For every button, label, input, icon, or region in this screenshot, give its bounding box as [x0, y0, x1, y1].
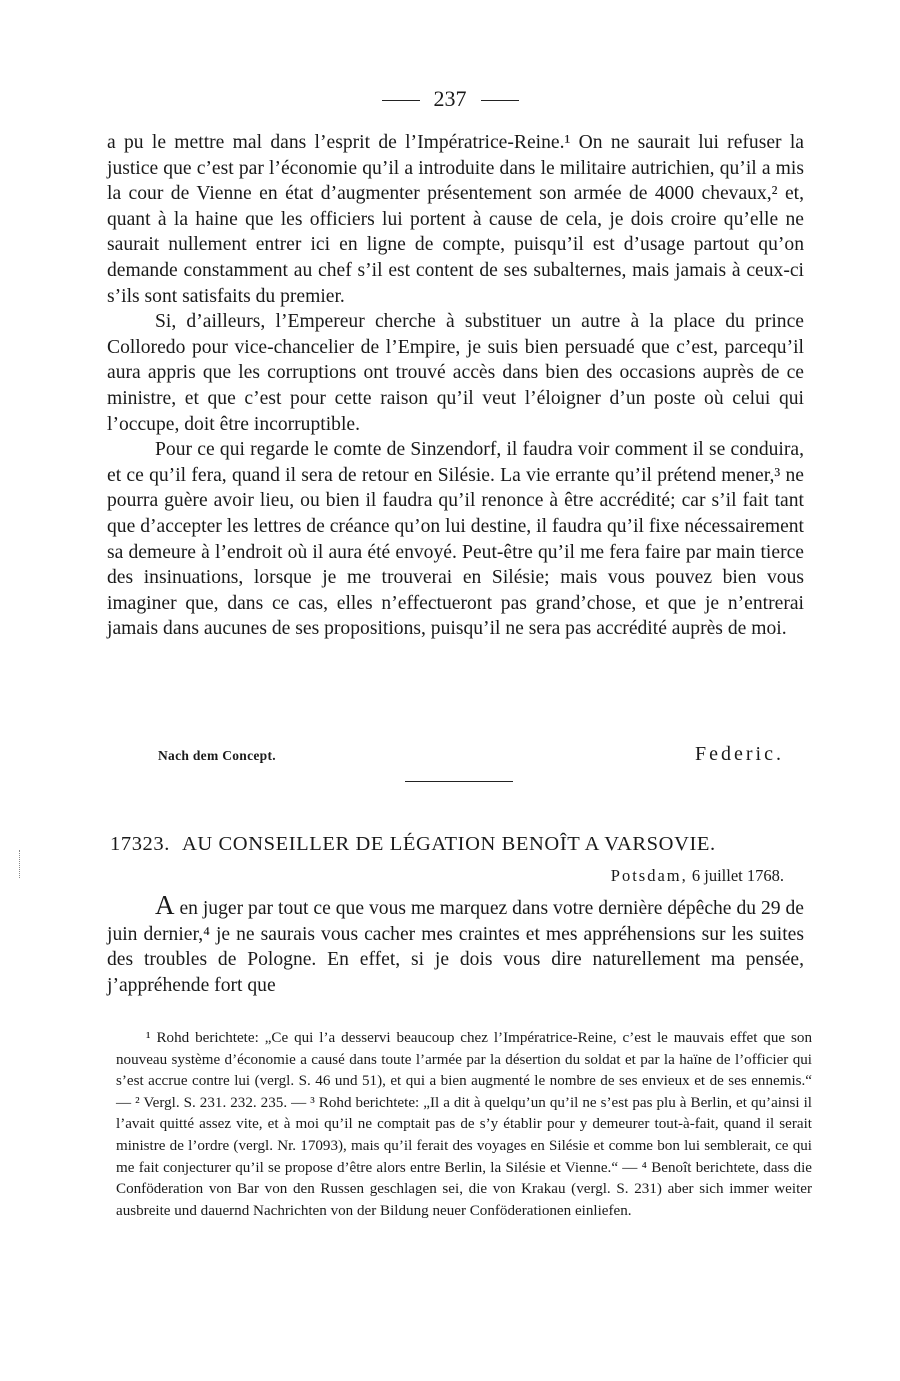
- page-number: 237: [433, 86, 467, 111]
- header-dash-left: [382, 100, 420, 101]
- dateline-place: Potsdam,: [610, 866, 688, 885]
- page-header: [0, 86, 900, 112]
- letter-title: AU CONSEILLER DE LÉGATION BENOÎT A VARSOVIE.: [181, 833, 716, 855]
- letter-body: [107, 890, 804, 998]
- dateline-date: 6 juillet 1768.: [691, 866, 784, 885]
- letter-heading: [110, 833, 807, 856]
- paragraph: a pu le mettre mal dans l’esprit de l’Impératrice-Reine.¹ On ne saurait lui refuser la justice que c’est par l’économie qu’il a introduite dans le militaire autrichien, qu’il a mis la cour de Vienne en état d’augmenter présentement son armée de 4000 chevaux,² et, quant à la haine que les officiers lui portent à cause de cela, je dois croire qu’elle ne saurait nullement entrer ici en ligne de compte, puisqu’il est d’usage partout qu’on demande constamment au chef s’il est content de ses subalternes, mais jamais à ceux-ci s’ils sont satisfaits du premier.: [107, 132, 804, 307]
- letter-body-continued: [107, 130, 804, 642]
- paragraph: Si, d’ailleurs, l’Empereur cherche à substituer un autre à la place du prince Colloredo pour vice-chancelier de l’Empire, je suis bien persuadé que c’est, parcequ’il aura appris que les corruptions ont trouvé accès dans bien des occasions auprès de ce ministre, et que c’est pour cette raison qu’il veut l’éloigner d’un poste où celui qui l’occupe, doit être incorruptible.: [107, 311, 804, 435]
- paragraph: [107, 890, 804, 998]
- source-note: Nach dem Concept.: [158, 748, 276, 763]
- paragraph-text: en juger par tout ce que vous me marquez dans votre dernière dépêche du 29 de juin dernier,⁴ je ne saurais vous cacher mes craintes et mes appréhensions sur les suites des troubles de Pologne. En effet, si je dois vous dire naturellement ma pensée, j’appréhende fort que: [107, 898, 804, 996]
- signature: Federic.: [695, 743, 784, 765]
- dateline: [611, 866, 784, 886]
- footnotes: [116, 1028, 812, 1222]
- initial-letter: A: [155, 890, 175, 920]
- header-dash-right: [481, 100, 519, 101]
- letter-number: 17323.: [110, 833, 170, 855]
- section-divider: [405, 781, 513, 782]
- paragraph: Pour ce qui regarde le comte de Sinzendorf, il faudra voir comment il se conduira, et ce qu’il fera, quand il sera de retour en Silésie. La vie errante qu’il prétend mener,³ ne pourra guère avoir lieu, ou bien il faudra qu’il renonce à être accrédité; car s’il fait tant que d’accepter les lettres de créance qu’on lui destine, il faudra qu’il fixe nécessairement sa demeure à l’endroit où il aura été envoyé. Peut-être qu’il me fera faire par main tierce des insinuations, lorsque je me trouverai en Silésie; mais vous pouvez bien vous imaginer que, dans ce cas, elles n’effectueront pas grand’chose, et que je n’entrerai jamais dans aucunes de ses propositions, puisqu’il ne sera pas accrédité auprès de moi.: [107, 439, 804, 640]
- margin-mark: [19, 850, 22, 878]
- footnote-text: ¹ Rohd berichtete: „Ce qui l’a desservi beaucoup chez l’Impératrice-Reine, c’est le mauvais effet que son nouveau système d’économie a causé dans toute l’armée par la désertion du soldat et par la haïne de l’officier qui s’est accrue contre lui (vergl. S. 46 und 51), et qui a bien augmenté le nombre de ses envieux et de ses ennemis.“ — ² Vergl. S. 231. 232. 235. — ³ Rohd berichtete: „Il a dit à quelqu’un qu’il ne s’est pas plu à Berlin, et qu’ainsi il l’avait quitté assez vite, et à moi qu’il ne comptait pas de s’y établir pour y demeurer tout-à-fait, quand il serait ministre de l’ordre (vergl. Nr. 17093), mais qu’il ferait des voyages en Silésie et comme bon lui semblerait, ce qui me fait conjecturer qu’il se propose d’être alors entre Berlin, la Silésie et Vienne.“ — ⁴ Benoît berichtete, dass die Conföderation von Bar von den Russen geschlagen sei, die von Krakau (vergl. S. 231) aber sich immer weiter ausbreite und dauernd Nachrichten von der Bildung neuer Conföderationen einliefen.: [116, 1030, 812, 1219]
- closing-line: [158, 743, 784, 769]
